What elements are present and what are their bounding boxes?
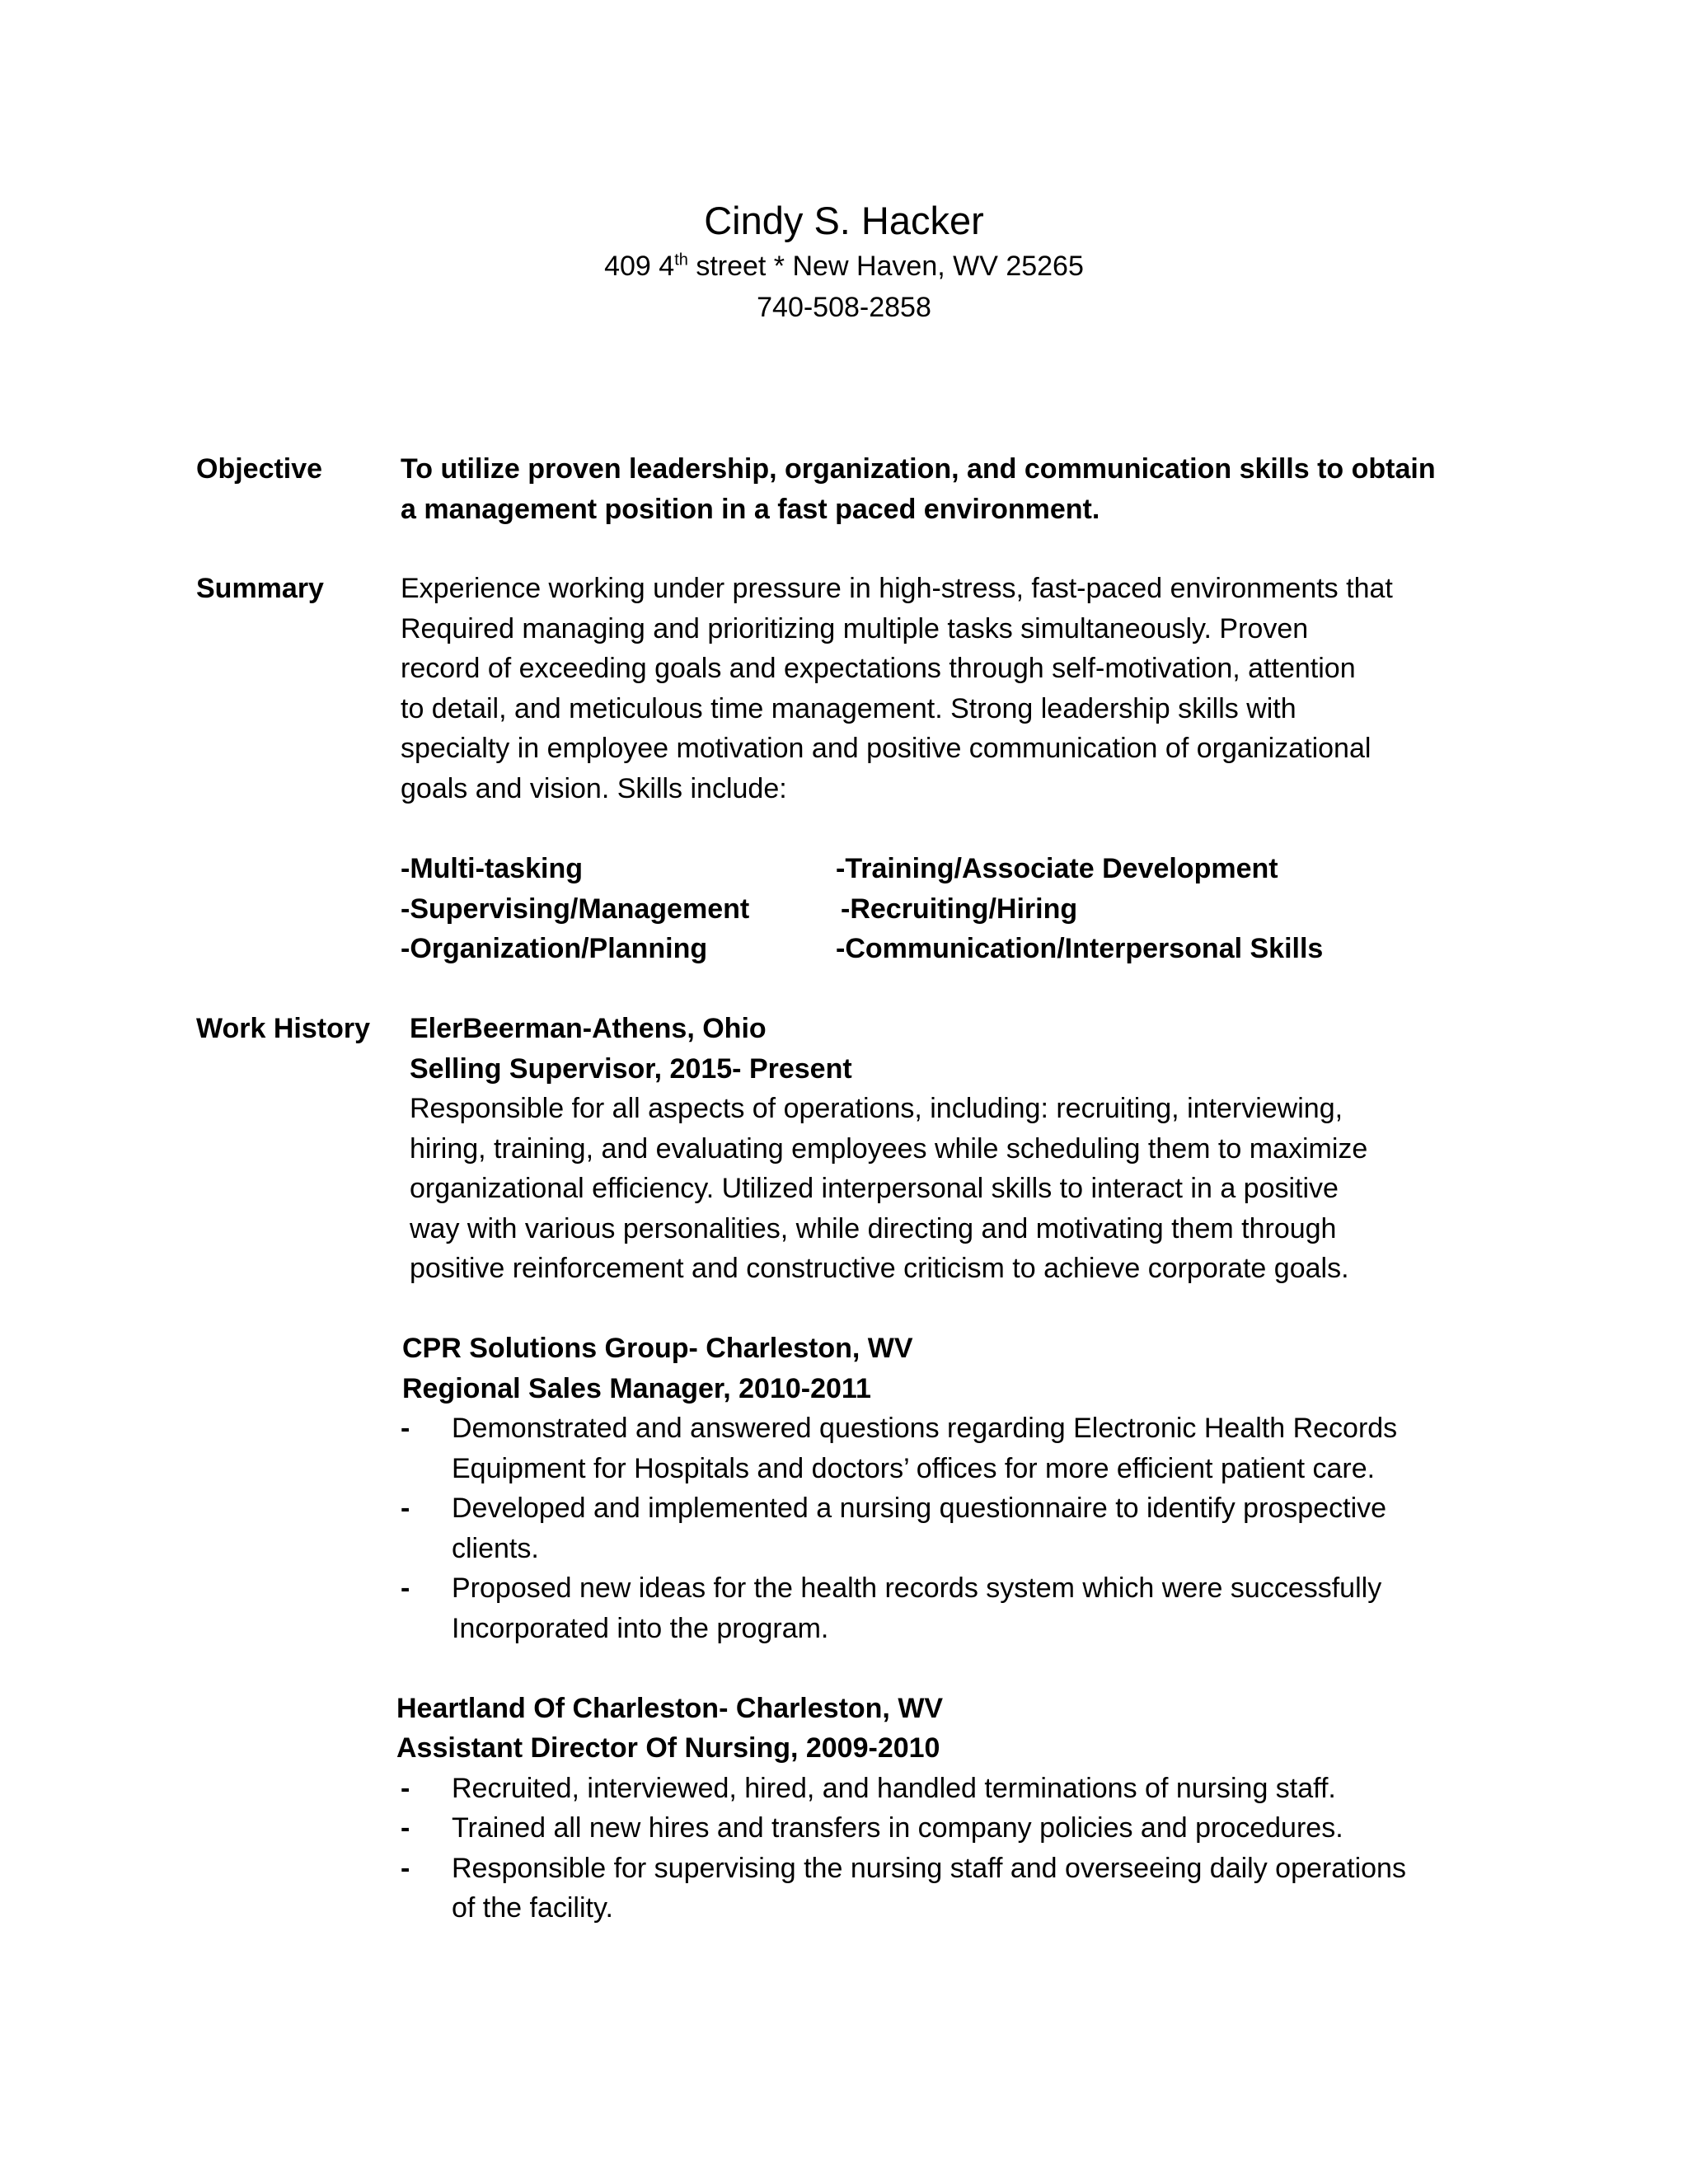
- job-description-line: hiring, training, and evaluating employees while scheduling them to maximize: [410, 1133, 1368, 1165]
- bullet-text: Developed and implemented a nursing questionnaire to identify prospective: [452, 1493, 1387, 1524]
- bullet-dash: -: [401, 1572, 410, 1604]
- summary-line: Required managing and prioritizing multiple tasks simultaneously. Proven: [401, 613, 1309, 644]
- job-company: ElerBeerman-Athens, Ohio: [410, 1013, 767, 1044]
- job-description-line: way with various personalities, while directing and motivating them through: [410, 1213, 1337, 1244]
- address-rest: street * New Haven, WV 25265: [687, 251, 1084, 282]
- summary-line: record of exceeding goals and expectations through self-motivation, attention: [401, 653, 1356, 684]
- summary-line: to detail, and meticulous time management. Strong leadership skills with: [401, 693, 1296, 724]
- bullet-continuation: Incorporated into the program.: [452, 1613, 829, 1644]
- bullet-text: Responsible for supervising the nursing staff and overseeing daily operations: [452, 1853, 1406, 1884]
- job-description-line: organizational efficiency. Utilized interpersonal skills to interact in a positive: [410, 1173, 1339, 1204]
- job-company: Heartland Of Charleston- Charleston, WV: [396, 1693, 944, 1724]
- job-title: Assistant Director Of Nursing, 2009-2010: [396, 1732, 940, 1764]
- objective-line: To utilize proven leadership, organization, and communication skills to obtain: [401, 453, 1436, 485]
- candidate-name: Cindy S. Hacker: [704, 199, 984, 242]
- bullet-text: Proposed new ideas for the health records system which were successfully: [452, 1572, 1382, 1604]
- phone-number: 740-508-2858: [757, 292, 931, 323]
- skill-item: -Recruiting/Hiring: [841, 893, 1078, 925]
- address-number: 409 4: [604, 251, 675, 282]
- bullet-dash: -: [401, 1413, 410, 1444]
- address-ordinal: th: [674, 251, 688, 269]
- bullet-text: Demonstrated and answered questions regarding Electronic Health Records: [452, 1413, 1398, 1444]
- skill-item: -Organization/Planning: [401, 933, 708, 964]
- objective-label: Objective: [196, 453, 323, 485]
- summary-line: goals and vision. Skills include:: [401, 773, 787, 804]
- job-description-line: Responsible for all aspects of operations, including: recruiting, interviewing,: [410, 1093, 1343, 1124]
- bullet-continuation: clients.: [452, 1533, 539, 1564]
- bullet-continuation: of the facility.: [452, 1892, 613, 1924]
- skill-item: -Multi-tasking: [401, 853, 583, 884]
- summary-line: specialty in employee motivation and positive communication of organizational: [401, 733, 1372, 764]
- skill-item: -Supervising/Management: [401, 893, 750, 925]
- work-history-label: Work History: [196, 1013, 370, 1044]
- skill-item: -Communication/Interpersonal Skills: [836, 933, 1324, 964]
- job-title: Regional Sales Manager, 2010-2011: [402, 1373, 871, 1404]
- objective-line: a management position in a fast paced environment.: [401, 494, 1100, 525]
- job-company: CPR Solutions Group- Charleston, WV: [402, 1333, 913, 1364]
- skill-item: -Training/Associate Development: [836, 853, 1278, 884]
- bullet-continuation: Equipment for Hospitals and doctors’ offices for more efficient patient care.: [452, 1453, 1376, 1484]
- bullet-dash: -: [401, 1493, 410, 1524]
- summary-label: Summary: [196, 573, 324, 604]
- bullet-dash: -: [401, 1812, 410, 1844]
- bullet-dash: -: [401, 1853, 410, 1884]
- job-description-line: positive reinforcement and constructive criticism to achieve corporate goals.: [410, 1253, 1349, 1284]
- job-title: Selling Supervisor, 2015- Present: [410, 1053, 852, 1085]
- address: [0, 247, 1688, 285]
- summary-line: Experience working under pressure in high-stress, fast-paced environments that: [401, 573, 1393, 604]
- bullet-text: Recruited, interviewed, hired, and handled terminations of nursing staff.: [452, 1773, 1336, 1804]
- bullet-dash: -: [401, 1773, 410, 1804]
- bullet-text: Trained all new hires and transfers in company policies and procedures.: [452, 1812, 1343, 1844]
